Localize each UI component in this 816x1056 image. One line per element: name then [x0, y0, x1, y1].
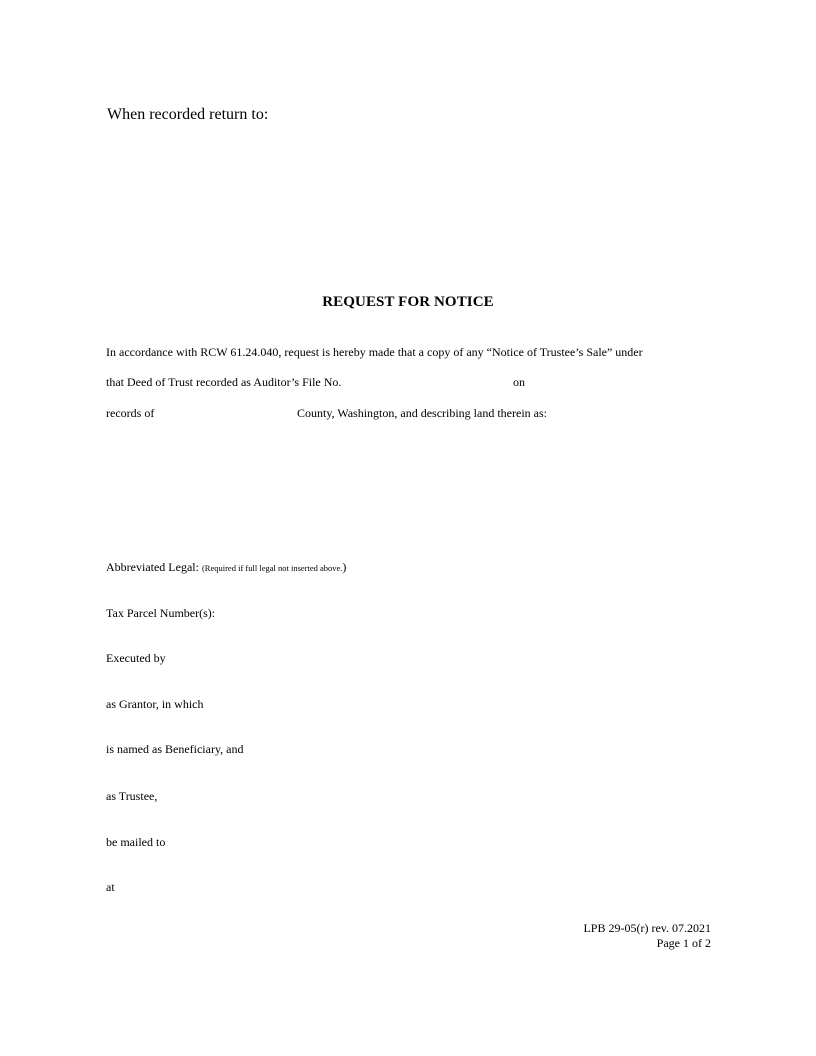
- abbreviated-legal-row: [106, 560, 346, 575]
- abbreviated-legal-label: Abbreviated Legal:: [106, 560, 199, 574]
- on-label: on: [513, 375, 525, 389]
- executed-by-label: Executed by: [106, 651, 166, 665]
- intro-line-1: In accordance with RCW 61.24.040, request is hereby made that a copy of any “Notice of Trustee’s Sale” under: [106, 345, 643, 359]
- form-id: LPB 29-05(r) rev. 07.2021: [583, 921, 711, 935]
- tax-parcel-label: Tax Parcel Number(s):: [106, 606, 216, 620]
- mailed-to-label: be mailed to: [106, 835, 166, 849]
- county-washington-label: County, Washington, and describing land therein as:: [297, 406, 547, 420]
- auditor-file-label: that Deed of Trust recorded as Auditor’s File No.: [106, 375, 342, 389]
- abbreviated-legal-note: (Required if full legal not inserted above.: [201, 563, 343, 573]
- page-footer: [583, 921, 711, 951]
- document-title: REQUEST FOR NOTICE: [322, 294, 494, 310]
- grantor-label: as Grantor, in which: [106, 697, 204, 711]
- beneficiary-label: is named as Beneficiary, and: [106, 742, 244, 756]
- records-of-label: records of: [106, 406, 155, 420]
- page-number: Page 1 of 2: [656, 936, 711, 950]
- return-to-label: When recorded return to:: [107, 106, 269, 123]
- at-label: at: [106, 880, 115, 894]
- abbreviated-legal-note-close: ): [342, 560, 347, 574]
- trustee-label: as Trustee,: [106, 789, 158, 803]
